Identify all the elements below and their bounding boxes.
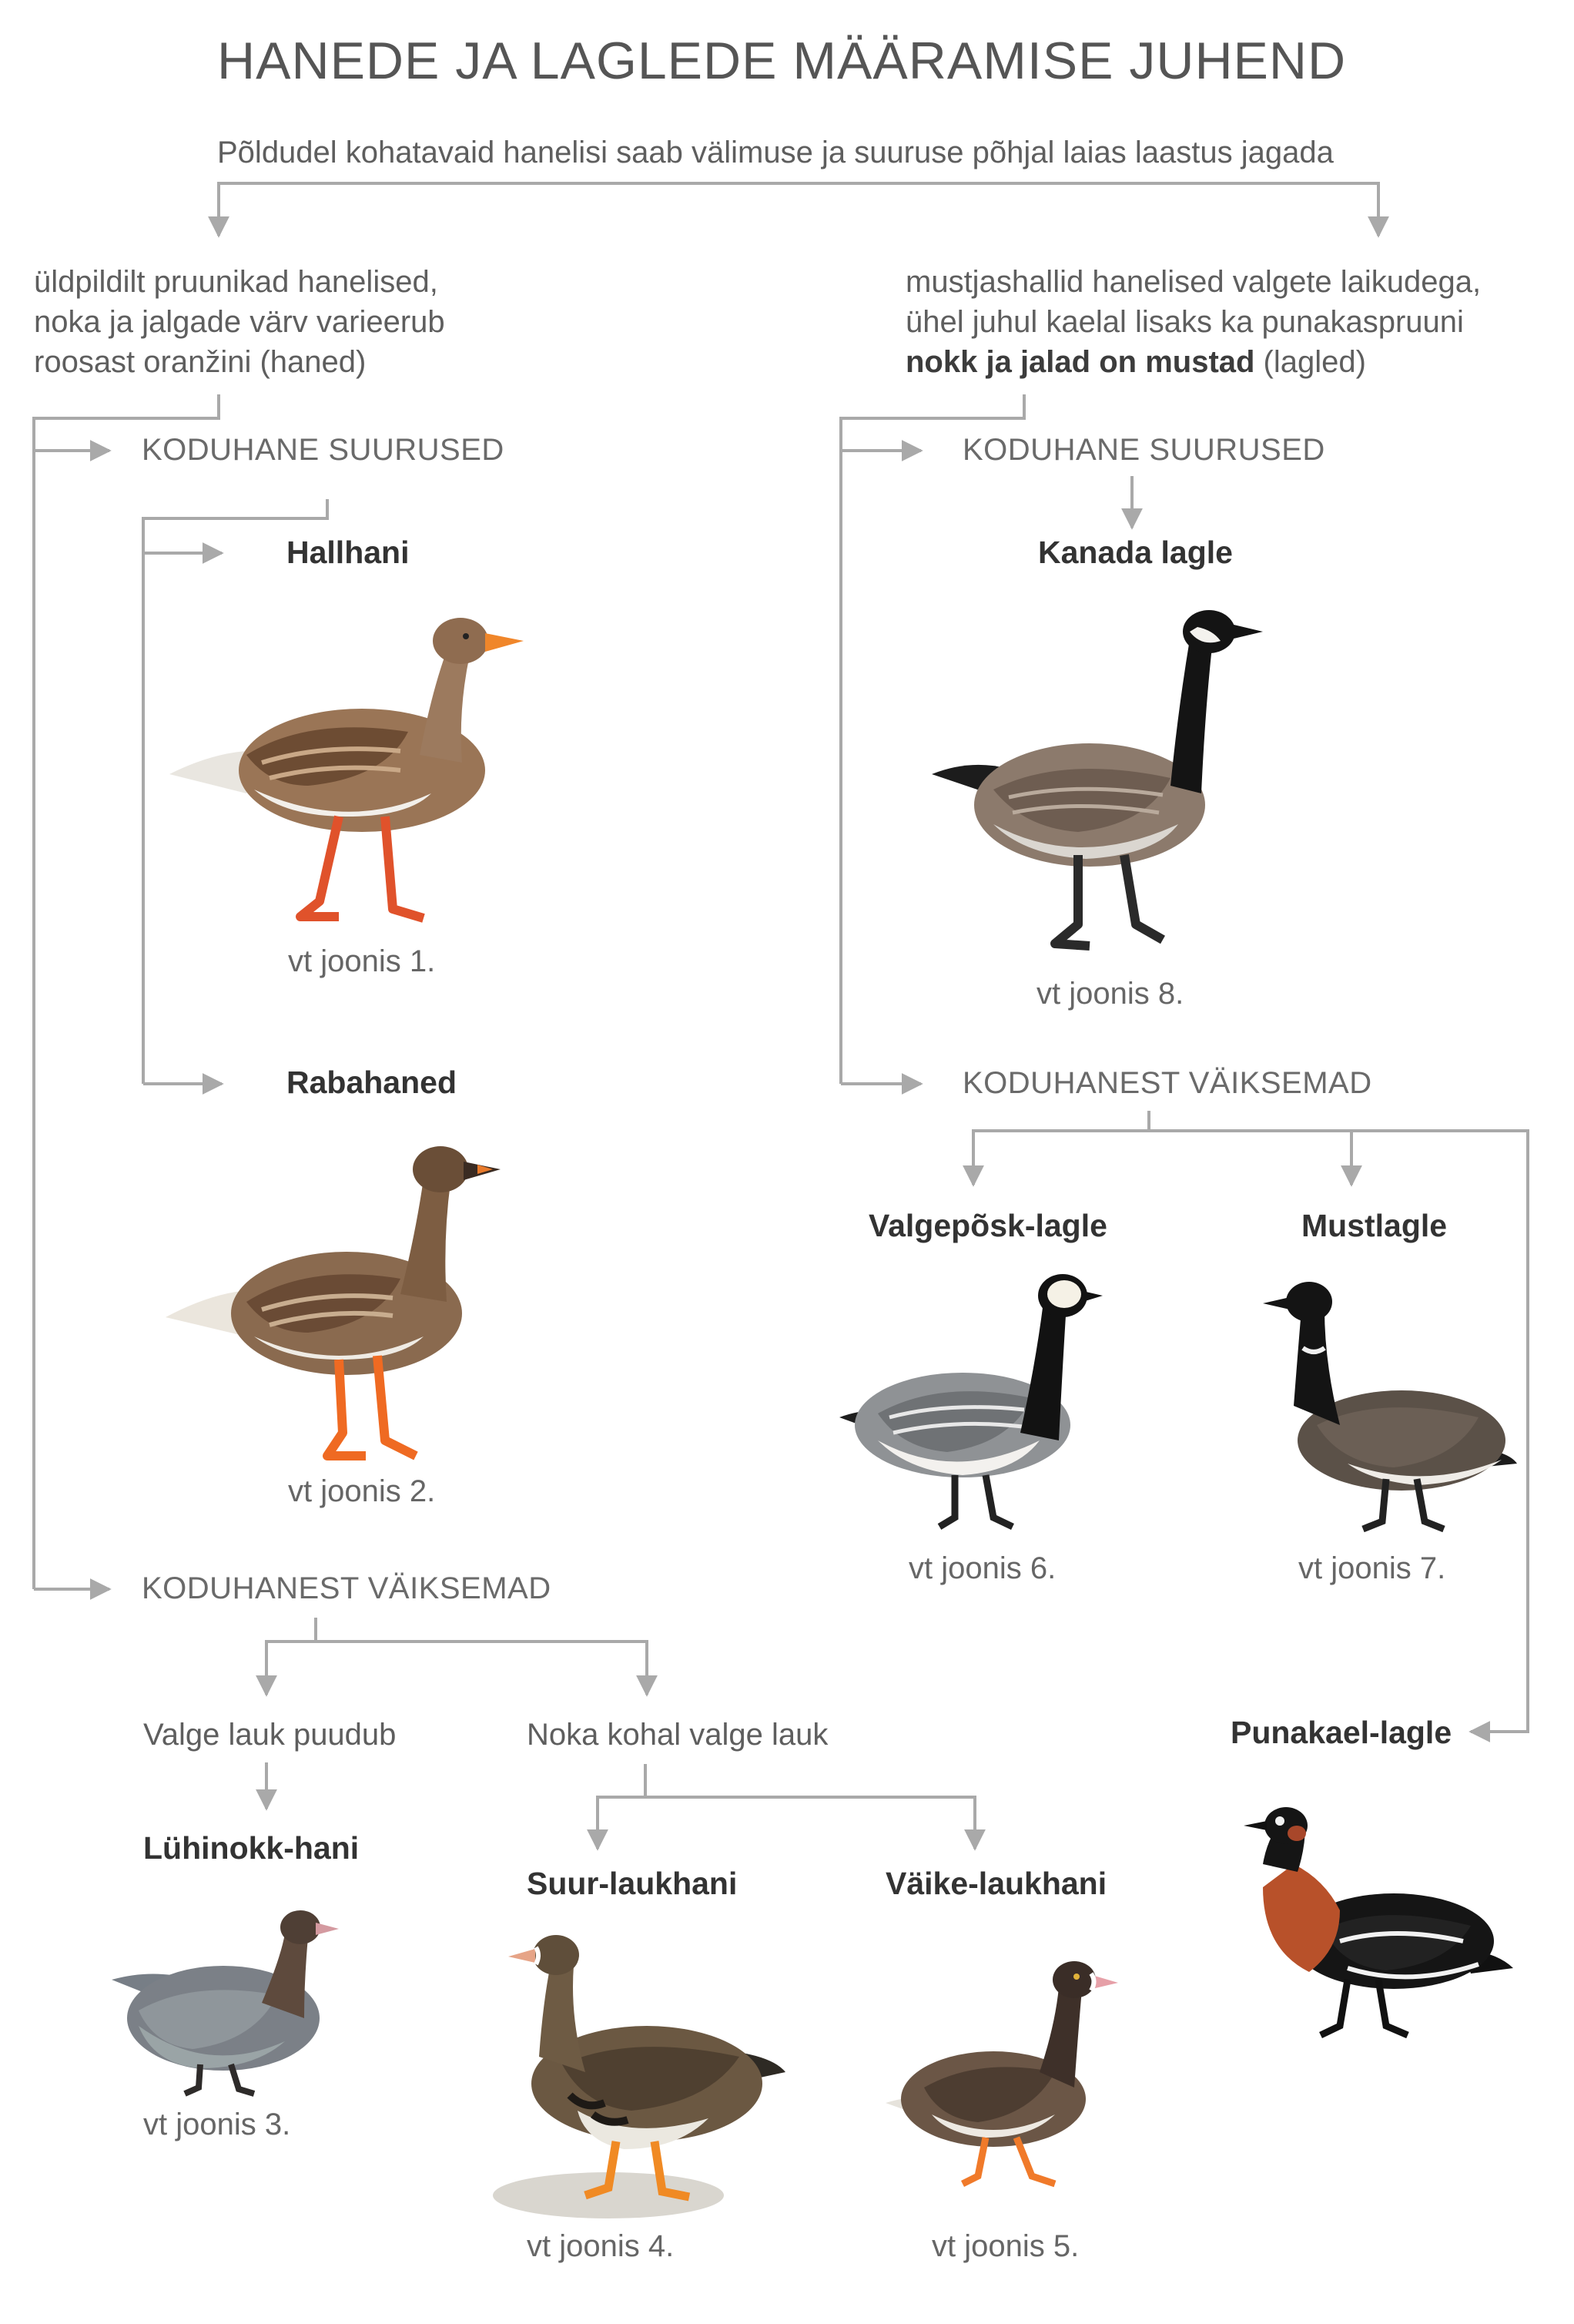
right-branch-description xyxy=(906,262,1537,382)
name-mustlagle: Mustlagle xyxy=(1301,1208,1448,1243)
right-desc-bold: nokk ja jalad on mustad xyxy=(906,345,1255,379)
ref-mustlagle: vt joonis 7. xyxy=(1298,1551,1446,1585)
ref-suurlauk: vt joonis 4. xyxy=(527,2229,675,2263)
left-desc-line-3: roosast oranžini (haned) xyxy=(34,345,367,379)
name-kanada: Kanada lagle xyxy=(1038,535,1233,570)
name-vaikelauk: Väike-laukhani xyxy=(886,1866,1107,1901)
vaikelauk-illustration xyxy=(878,1949,1140,2203)
ref-hallhani: vt joonis 1. xyxy=(288,944,436,978)
valgeposk-illustration xyxy=(832,1263,1124,1541)
ref-kanada: vt joonis 8. xyxy=(1036,977,1184,1011)
name-suurlauk: Suur-laukhani xyxy=(527,1866,738,1901)
punakael-illustration xyxy=(1232,1795,1525,2057)
right-desc-tail: (lagled) xyxy=(1254,345,1366,379)
right-category-same-size: KODUHANE SUURUSED xyxy=(963,433,1325,467)
name-hallhani: Hallhani xyxy=(286,535,410,570)
rabahaned-illustration xyxy=(154,1117,524,1471)
condition-blaze: Noka kohal valge lauk xyxy=(527,1718,829,1752)
luhinokk-illustration xyxy=(108,1895,354,2103)
left-desc-line-1: üldpildilt pruunikad hanelised, xyxy=(34,265,438,299)
to-vaikelauk-arrow xyxy=(645,1797,975,1849)
mustlagle-illustration xyxy=(1247,1271,1525,1541)
right-desc-line-3 xyxy=(906,342,1537,382)
ref-vaikelauk: vt joonis 5. xyxy=(932,2229,1080,2263)
page-subtitle: Põldudel kohatavaid hanelisi saab välimuse ja suuruse põhjal laias laastus jagada xyxy=(217,136,1334,169)
left-category-smaller: KODUHANEST VÄIKSEMAD xyxy=(142,1571,551,1605)
right-desc-line-2: ühel juhul kaelal lisaks ka punakaspruuni xyxy=(906,305,1464,339)
name-valgeposk: Valgepõsk-lagle xyxy=(869,1208,1107,1243)
suurlauk-illustration xyxy=(477,1918,801,2226)
to-no-blaze-arrow xyxy=(266,1618,316,1695)
top-split-right-connector xyxy=(219,183,1378,236)
right-desc-line-1: mustjashallid hanelised valgete laikudega, xyxy=(906,265,1482,299)
kanada-illustration xyxy=(924,593,1278,955)
to-blaze-arrow xyxy=(316,1642,647,1695)
left-branch-description xyxy=(34,262,511,382)
to-valgeposk-arrow xyxy=(973,1111,1149,1185)
hallhani-illustration xyxy=(154,585,554,932)
page-title: HANEDE JA LAGLEDE MÄÄRAMISE JUHEND xyxy=(217,32,1347,90)
to-suurlauk-arrow xyxy=(598,1764,645,1849)
ref-valgeposk: vt joonis 6. xyxy=(909,1551,1057,1585)
ref-rabahaned: vt joonis 2. xyxy=(288,1474,436,1508)
name-rabahaned: Rabahaned xyxy=(286,1065,457,1100)
right-category-smaller: KODUHANEST VÄIKSEMAD xyxy=(963,1066,1372,1100)
name-luhinokk: Lühinokk-hani xyxy=(143,1830,360,1866)
left-category-same-size: KODUHANE SUURUSED xyxy=(142,433,504,467)
condition-no-blaze: Valge lauk puudub xyxy=(143,1718,397,1752)
ref-luhinokk: vt joonis 3. xyxy=(143,2108,291,2141)
left-desc-line-2: noka ja jalgade värv varieerub xyxy=(34,305,445,339)
name-punakael: Punakael-lagle xyxy=(1231,1715,1452,1750)
